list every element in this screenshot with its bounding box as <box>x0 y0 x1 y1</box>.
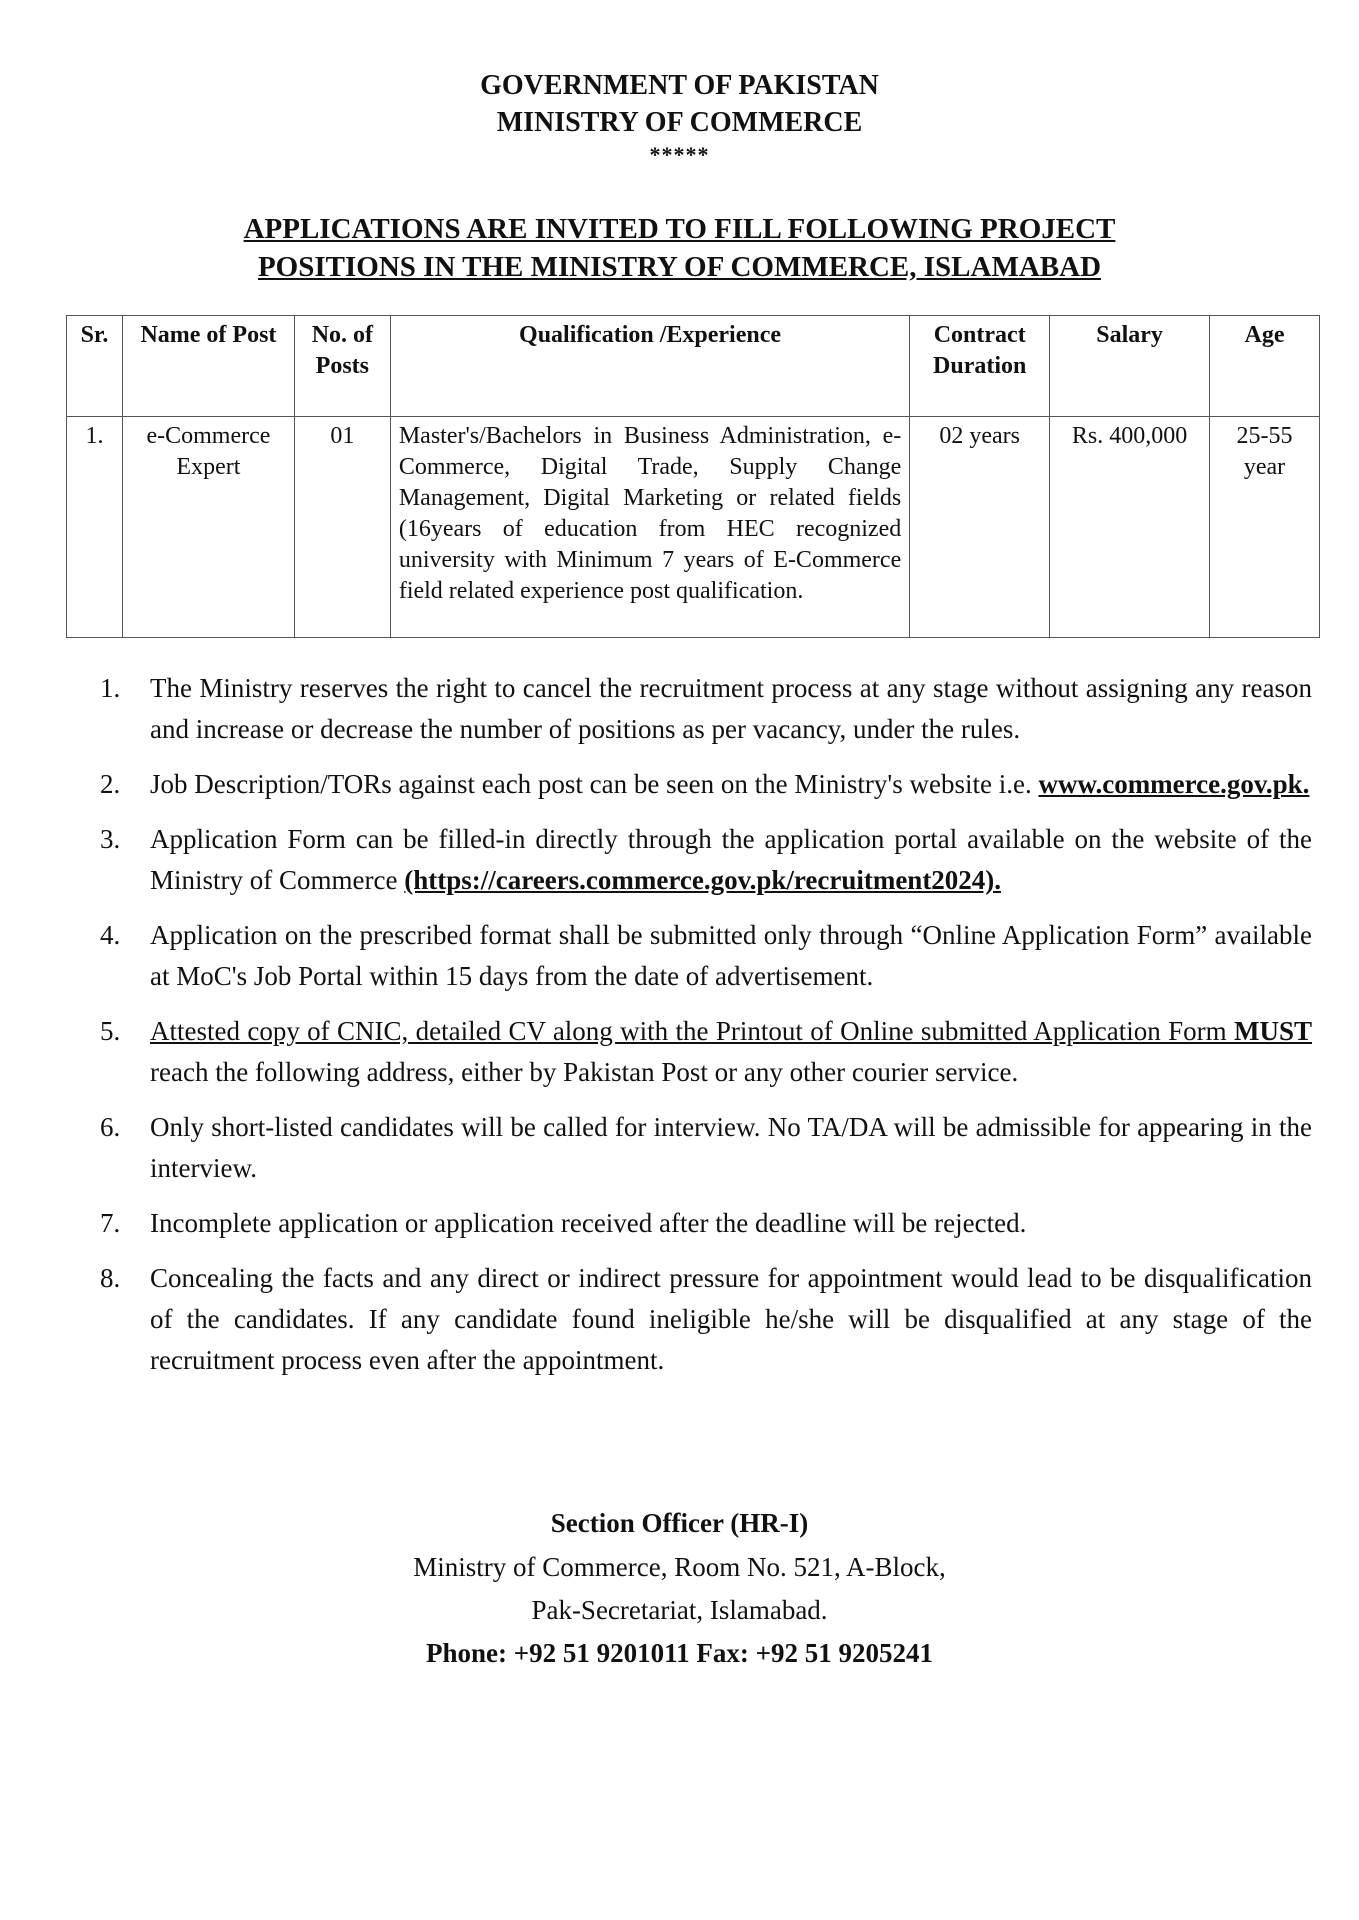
table-header-row <box>67 316 1320 417</box>
item-text: Application on the prescribed format shall be submitted only through “Online Application Form” available at MoC's Job Portal within 15 days from the date of advertisement. <box>150 920 1312 991</box>
cell-qualification: Master's/Bachelors in Business Administration, e-Commerce, Digital Trade, Supply Change Management, Digital Marketing or related fields (16years of education from HEC recognized university with Minimum 7 years of E-Commerce field related experience post qualification. <box>390 417 909 638</box>
list-item <box>100 819 1312 901</box>
contact-officer: Section Officer (HR-I) <box>550 1508 809 1538</box>
list-item <box>100 1107 1312 1189</box>
item-number: 6. <box>100 1112 121 1142</box>
contact-address-1: Ministry of Commerce, Room No. 521, A-Block, <box>413 1552 946 1582</box>
contact-phone-fax: Phone: +92 51 9201011 Fax: +92 51 9205241 <box>425 1638 933 1668</box>
item-text: Attested copy of CNIC, detailed CV along with the Printout of Online submitted Application Form <box>150 1016 1234 1046</box>
item-text: Application Form can be filled-in directly through the application portal available on the website of the Ministry of Commerce <box>150 824 1312 895</box>
table-row <box>67 417 1320 638</box>
list-item <box>100 915 1312 997</box>
instructions-list <box>100 668 1312 1395</box>
header-salary: Salary <box>1050 316 1210 417</box>
item-number: 1. <box>100 673 121 703</box>
header-post: Name of Post <box>122 316 294 417</box>
item-text: Concealing the facts and any direct or indirect pressure for appointment would lead to be disqualification of the candidates. If any candidate found ineligible he/she will be disqualified at any stage of the recruitment process even after the appointment. <box>150 1263 1312 1375</box>
ministry-heading: MINISTRY OF COMMERCE <box>496 107 863 138</box>
list-item <box>100 668 1312 750</box>
item-text: Job Description/TORs against each post can be seen on the Ministry's website i.e. <box>150 769 1039 799</box>
item-number: 3. <box>100 824 121 854</box>
title-line-1: APPLICATIONS ARE INVITED TO FILL FOLLOWING PROJECT <box>243 213 1116 245</box>
government-heading: GOVERNMENT OF PAKISTAN <box>480 70 879 101</box>
advertisement-title <box>0 210 1359 286</box>
portal-link[interactable]: (https://careers.commerce.gov.pk/recruitment2024). <box>404 865 1002 895</box>
item-text: Only short-listed candidates will be called for interview. No TA/DA will be admissible for appearing in the interview. <box>150 1112 1312 1183</box>
header-qualification: Qualification /Experience <box>390 316 909 417</box>
contact-address-2: Pak-Secretariat, Islamabad. <box>531 1595 828 1625</box>
cell-salary: Rs. 400,000 <box>1050 417 1210 638</box>
item-number: 8. <box>100 1263 121 1293</box>
list-item <box>100 1258 1312 1381</box>
item-text: The Ministry reserves the right to cancel the recruitment process at any stage without assigning any reason and increase or decrease the number of positions as per vacancy, under the rules. <box>150 673 1312 744</box>
list-item <box>100 764 1312 805</box>
item-number: 2. <box>100 769 121 799</box>
header-age: Age <box>1210 316 1320 417</box>
item-text: Incomplete application or application received after the deadline will be rejected. <box>150 1208 1027 1238</box>
header-posts: No. of Posts <box>294 316 390 417</box>
list-item <box>100 1203 1312 1244</box>
list-item <box>100 1011 1312 1093</box>
positions-table <box>66 315 1320 638</box>
cell-post: e-Commerce Expert <box>122 417 294 638</box>
title-line-2: POSITIONS IN THE MINISTRY OF COMMERCE, ISLAMABAD <box>257 251 1102 283</box>
website-link[interactable]: www.commerce.gov.pk. <box>1038 769 1310 799</box>
stars-divider: ***** <box>649 142 710 167</box>
cell-posts: 01 <box>294 417 390 638</box>
must-emphasis: MUST <box>1233 1016 1312 1046</box>
item-number: 5. <box>100 1016 121 1046</box>
cell-age: 25-55 year <box>1210 417 1320 638</box>
item-number: 7. <box>100 1208 121 1238</box>
header-sr: Sr. <box>67 316 123 417</box>
cell-sr: 1. <box>67 417 123 638</box>
item-text: reach the following address, either by Pakistan Post or any other courier service. <box>150 1057 1019 1087</box>
header-duration: Contract Duration <box>910 316 1050 417</box>
item-number: 4. <box>100 920 121 950</box>
cell-duration: 02 years <box>910 417 1050 638</box>
